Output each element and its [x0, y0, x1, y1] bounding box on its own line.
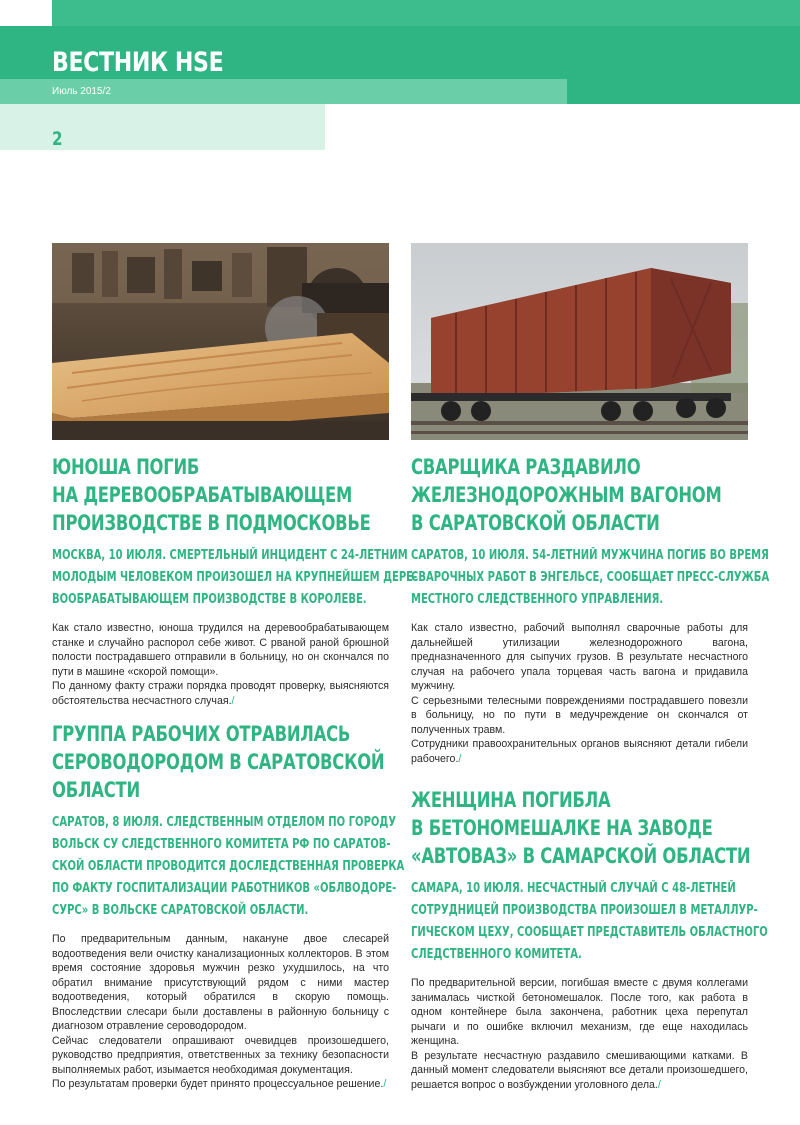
paragraph-text: По данному факту стражи порядка проводят проверку, выясняются обстоятельства несчастного случая. [52, 680, 389, 707]
headline-line: «АВТОВАЗ» В САМАРСКОЙ ОБЛАСТИ [411, 844, 751, 868]
lead-line: СКОЙ ОБЛАСТИ ПРОВОДИТСЯ ДОСЛЕДСТВЕННАЯ ПРОВЕРКА [52, 859, 405, 874]
page-number: 2 [52, 128, 63, 150]
railcar-photo [411, 243, 748, 440]
paragraph: Как стало известно, рабочий выполнял сварочные работы для дальнейшей утилизации железнодорожного вагона, предназначенного для сыпучих грузов. В результате несчастного случая на рабочего упала торцевая часть вагона и придавила мужчину. [411, 622, 748, 692]
paragraph: Как стало известно, юноша трудился на деревообрабатывающем станке и случайно распорол себе живот. С рваной раной брюшной полости пострадавшего отправили в больницу, но он скончался по пути в машине «скорой помощи». [52, 622, 389, 678]
right-column [411, 453, 770, 1092]
lead-line: САМАРА, 10 ИЮЛЯ. НЕСЧАСТНЫЙ СЛУЧАЙ С 48-ЛЕТНЕЙ [411, 881, 736, 896]
article-concrete-mixer [411, 786, 768, 1092]
article-body [411, 976, 748, 1092]
article-headline [411, 786, 751, 870]
lead-line: ПО ФАКТУ ГОСПИТАЛИЗАЦИИ РАБОТНИКОВ «ОБЛВОДОРЕ- [52, 881, 397, 896]
article-welder [411, 453, 770, 766]
paragraph: По предварительной версии, погибшая вместе с двумя коллегами занималась чисткой бетономешалок. После того, как работа в одном контейнере была закончена, работник цеха перепутал рычаги и по ошибке включил механизм, где еще находилась женщина. [411, 977, 748, 1047]
headline-line: НА ДЕРЕВООБРАБАТЫВАЮЩЕМ [52, 483, 353, 507]
magazine-title: ВЕСТНИК HSE [52, 47, 224, 78]
headline-line: ЮНОША ПОГИБ [52, 455, 200, 479]
paragraph-text: В результате несчастную раздавило смешивающими катками. В данный момент следователи выясняют все детали произошедшего, решается вопрос о возбуждении уголовного дела. [411, 1049, 748, 1091]
header-band-top [52, 0, 800, 26]
sawmill-photo [52, 243, 389, 440]
paragraph [411, 737, 748, 766]
paragraph: Сейчас следователи опрашивают очевидцев произошедшего, руководство предприятия, ответственных за технику безопасности выполняемых работ, изымается необходимая документация. [52, 1034, 389, 1076]
headline-line: СЕРОВОДОРОДОМ В САРАТОВСКОЙ [52, 750, 385, 774]
lead-line: ГИЧЕСКОМ ЦЕХУ, СООБЩАЕТ ПРЕДСТАВИТЕЛЬ ОБЛАСТНОГО [411, 925, 768, 940]
lead-line: СУРС» В ВОЛЬСКЕ САРАТОВСКОЙ ОБЛАСТИ. [52, 903, 309, 918]
end-mark: / [383, 1078, 387, 1090]
headline-line: В БЕТОНОМЕШАЛКЕ НА ЗАВОДЕ [411, 816, 713, 840]
end-mark: / [458, 752, 462, 765]
lead-line: СОТРУДНИЦЕЙ ПРОИЗВОДСТВА ПРОИЗОШЕЛ В МЕТАЛЛУР- [411, 903, 758, 918]
left-column [52, 453, 418, 1092]
lead-line: ВООБРАБАТЫВАЮЩЕМ ПРОИЗВОДСТВЕ В КОРОЛЕВЕ. [52, 592, 367, 607]
article-lead [52, 812, 405, 922]
article-body [52, 621, 389, 708]
article-headline [52, 720, 388, 804]
paragraph: С серьезными телесными повреждениями пострадавшего повезли в больницу, но по пути в медучреждение он скончался от полученных травм. [411, 694, 748, 736]
article-hydrogen-sulfide [52, 720, 405, 1092]
article-lead [411, 545, 770, 611]
article-headline [52, 453, 388, 537]
end-mark: / [657, 1078, 661, 1091]
lead-line: МОЛОДЫМ ЧЕЛОВЕКОМ ПРОИЗОШЕЛ НА КРУПНЕЙШЕМ ДЕРЕ- [52, 570, 418, 585]
article-body [411, 621, 748, 766]
lead-line: ВОЛЬСК СУ СЛЕДСТВЕННОГО КОМИТЕТА РФ ПО САРАТОВ- [52, 837, 391, 852]
paragraph-text: По результатам проверки будет принято процессуальное решение. [52, 1078, 384, 1090]
headline-line: ПРОИЗВОДСТВЕ В ПОДМОСКОВЬЕ [52, 511, 371, 535]
lead-line: МЕСТНОГО СЛЕДСТВЕННОГО УПРАВЛЕНИЯ. [411, 592, 664, 607]
headline-line: ЖЕНЩИНА ПОГИБЛА [411, 788, 611, 812]
paragraph-text: Сотрудники правоохранительных органов выясняют детали гибели рабочего. [411, 738, 748, 765]
page-number-band [0, 104, 325, 150]
paragraph [411, 1049, 748, 1093]
headline-line: СВАРЩИКА РАЗДАВИЛО [411, 455, 641, 479]
article-lead [411, 878, 768, 966]
paragraph: По предварительным данным, накануне двое слесарей водоотведения вели очистку канализационных коллекторов. В этом время состояние здоровья мужчин резко ухудшилось, на что обратил внимание присутствующий рядом с ними мастер водоотведения, который обратился в скорую помощь. Впоследствии слесари были доставлены в районную больницу с диагнозом отравление сероводородом. [52, 933, 389, 1032]
article-headline [411, 453, 747, 537]
lead-line: СЛЕДСТВЕННОГО КОМИТЕТА. [411, 947, 582, 962]
issue-label: Июль 2015/2 [52, 86, 111, 97]
headline-line: ОБЛАСТИ [52, 778, 140, 802]
lead-line: СВАРОЧНЫХ РАБОТ В ЭНГЕЛЬСЕ, СООБЩАЕТ ПРЕСС-СЛУЖБА [411, 570, 770, 585]
article-lead [52, 545, 418, 611]
headline-line: В САРАТОВСКОЙ ОБЛАСТИ [411, 511, 660, 535]
article-body [52, 932, 389, 1092]
lead-line: САРАТОВ, 10 ИЮЛЯ. 54-ЛЕТНИЙ МУЖЧИНА ПОГИБ ВО ВРЕМЯ [411, 548, 769, 563]
lead-line: САРАТОВ, 8 ИЮЛЯ. СЛЕДСТВЕННЫМ ОТДЕЛОМ ПО ГОРОДУ [52, 815, 397, 830]
paragraph [52, 1077, 389, 1092]
paragraph [52, 679, 389, 708]
headline-line: ЖЕЛЕЗНОДОРОЖНЫМ ВАГОНОМ [411, 483, 722, 507]
end-mark: / [231, 694, 235, 707]
lead-line: МОСКВА, 10 ИЮЛЯ. СМЕРТЕЛЬНЫЙ ИНЦИДЕНТ С 24-ЛЕТНИМ [52, 548, 408, 563]
headline-line: ГРУППА РАБОЧИХ ОТРАВИЛАСЬ [52, 722, 351, 746]
article-woodworking [52, 453, 418, 708]
